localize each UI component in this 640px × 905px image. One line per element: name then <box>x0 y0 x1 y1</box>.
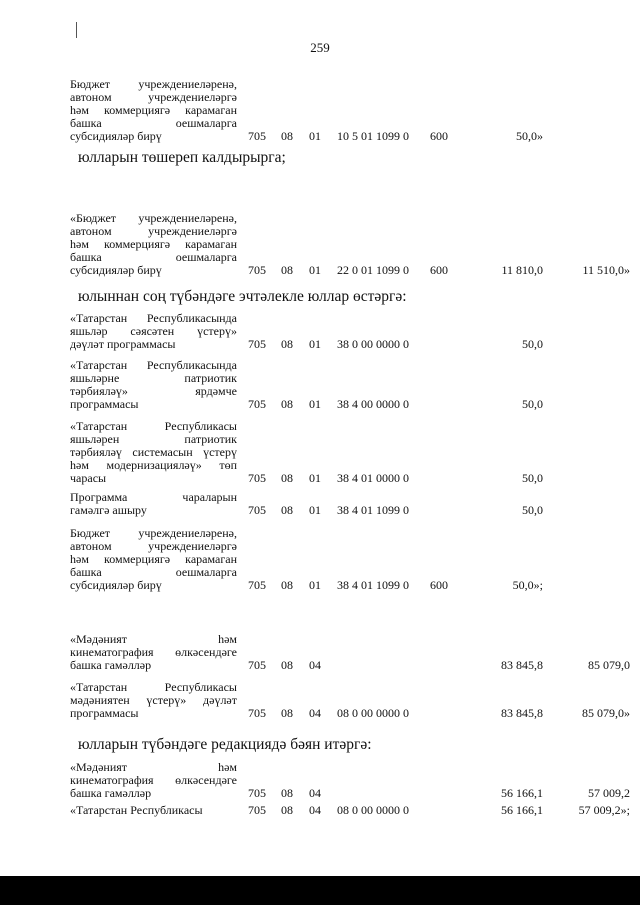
subsection-code-cell: 01 <box>309 503 321 517</box>
row-description <box>70 633 237 672</box>
description-line: һәм коммерциягә карамаган <box>70 552 237 566</box>
ministry-code-cell: 705 <box>248 397 266 411</box>
budget-table-row <box>0 69 640 143</box>
description-line: «Татарстан Республикасында <box>70 358 237 372</box>
section-code-cell: 08 <box>281 503 293 517</box>
description-line: яшьләрне патриотик <box>70 371 237 385</box>
target-article-cell: 08 0 00 0000 0 <box>337 706 409 720</box>
description-line: яшьләр сәясәтен үстерү» <box>70 324 237 338</box>
description-line: субсидияләр бирү <box>70 263 162 277</box>
ministry-code-cell: 705 <box>248 337 266 351</box>
row-description <box>70 312 237 351</box>
row-description <box>70 359 237 411</box>
section-code-cell: 08 <box>281 658 293 672</box>
ministry-code-cell: 705 <box>248 786 266 800</box>
subsection-code-cell: 01 <box>309 471 321 485</box>
description-line: башка гамәлләр <box>70 786 152 800</box>
ministry-code-cell: 705 <box>248 129 266 143</box>
budget-table-row <box>0 519 640 592</box>
budget-table-row <box>0 353 640 411</box>
description-line: Бюджет учреждениеләренә, <box>70 526 237 540</box>
description-line: мәдәниятен үстерү» дәүләт <box>70 693 237 707</box>
description-line: Бюджет учреждениеләренә, <box>70 77 237 91</box>
ministry-code-cell: 705 <box>248 706 266 720</box>
budget-table-row <box>0 203 640 277</box>
description-line: субсидияләр бирү <box>70 129 162 143</box>
subsection-code-cell: 01 <box>309 397 321 411</box>
target-article-cell: 38 4 01 1099 0 <box>337 578 409 592</box>
expense-type-cell: 600 <box>430 263 448 277</box>
amount-year1-cell: 50,0 <box>522 471 543 485</box>
description-line: тәрбияләү системасын үстерү <box>70 445 237 459</box>
section-code-cell: 08 <box>281 129 293 143</box>
subsection-code-cell: 01 <box>309 129 321 143</box>
description-line: башка оешмаларга <box>70 565 237 579</box>
amount-year1-cell: 56 166,1 <box>501 803 543 817</box>
expense-type-cell: 600 <box>430 129 448 143</box>
section-code-cell: 08 <box>281 578 293 592</box>
description-line: «Татарстан Республикасы <box>70 680 237 694</box>
budget-table-row <box>0 489 640 517</box>
scan-edge-mark <box>76 22 77 38</box>
amount-year2-cell: 85 079,0 <box>588 658 630 672</box>
description-line: «Татарстан Республикасында <box>70 311 237 325</box>
subsection-code-cell: 04 <box>309 706 321 720</box>
amount-year1-cell: 83 845,8 <box>501 706 543 720</box>
instruction-line: юлларын түбәндәге редакциядә бәян итәргә: <box>78 736 372 753</box>
expense-type-cell: 600 <box>430 578 448 592</box>
subsection-code-cell: 01 <box>309 578 321 592</box>
section-code-cell: 08 <box>281 786 293 800</box>
amount-year2-cell: 85 079,0» <box>582 706 630 720</box>
section-code-cell: 08 <box>281 337 293 351</box>
budget-table-row <box>0 415 640 485</box>
budget-table-row <box>0 306 640 351</box>
description-line: дәүләт программасы <box>70 337 176 351</box>
subsection-code-cell: 04 <box>309 803 321 817</box>
row-description <box>70 681 237 720</box>
subsection-code-cell: 01 <box>309 263 321 277</box>
amount-year1-cell: 50,0 <box>522 503 543 517</box>
amount-year1-cell: 50,0 <box>522 337 543 351</box>
target-article-cell: 38 4 00 0000 0 <box>337 397 409 411</box>
subsection-code-cell: 01 <box>309 337 321 351</box>
description-line: «Татарстан Республикасы <box>70 803 203 817</box>
budget-table-row <box>0 628 640 672</box>
description-line: программасы <box>70 397 139 411</box>
page-number: 259 <box>310 40 330 55</box>
row-description <box>70 212 237 277</box>
description-line: Программа чараларын <box>70 490 237 504</box>
description-line: яшьләрен патриотик <box>70 432 237 446</box>
description-line: «Мәдәният һәм <box>70 632 237 646</box>
ministry-code-cell: 705 <box>248 503 266 517</box>
section-code-cell: 08 <box>281 397 293 411</box>
description-line: программасы <box>70 706 139 720</box>
description-line: башка оешмаларга <box>70 116 237 130</box>
description-line: кинематография өлкәсендәге <box>70 773 237 787</box>
budget-table-row <box>0 756 640 800</box>
target-article-cell: 08 0 00 0000 0 <box>337 803 409 817</box>
description-line: башка оешмаларга <box>70 250 237 264</box>
amount-year1-cell: 83 845,8 <box>501 658 543 672</box>
section-code-cell: 08 <box>281 471 293 485</box>
ministry-code-cell: 705 <box>248 578 266 592</box>
amount-year2-cell: 57 009,2»; <box>578 803 630 817</box>
row-description <box>70 527 237 592</box>
ministry-code-cell: 705 <box>248 263 266 277</box>
target-article-cell: 38 4 01 1099 0 <box>337 503 409 517</box>
amount-year1-cell: 11 810,0 <box>501 263 543 277</box>
amount-year1-cell: 50,0» <box>516 129 543 143</box>
subsection-code-cell: 04 <box>309 658 321 672</box>
ministry-code-cell: 705 <box>248 803 266 817</box>
budget-table-row <box>0 676 640 720</box>
description-line: һәм коммерциягә карамаган <box>70 103 237 117</box>
scan-bottom-border <box>0 876 640 905</box>
description-line: автоном учреждениеләргә <box>70 224 237 238</box>
subsection-code-cell: 04 <box>309 786 321 800</box>
instruction-line: юлларын төшереп калдырырга; <box>78 149 286 166</box>
row-description <box>70 78 237 143</box>
amount-year1-cell: 50,0 <box>522 397 543 411</box>
target-article-cell: 10 5 01 1099 0 <box>337 129 409 143</box>
ministry-code-cell: 705 <box>248 471 266 485</box>
budget-table-row <box>0 800 640 817</box>
amount-year2-cell: 57 009,2 <box>588 786 630 800</box>
description-line: гамәлгә ашыру <box>70 503 147 517</box>
section-code-cell: 08 <box>281 263 293 277</box>
target-article-cell: 38 0 00 0000 0 <box>337 337 409 351</box>
description-line: «Татарстан Республикасы <box>70 419 237 433</box>
description-line: «Бюджет учреждениеләренә, <box>70 211 237 225</box>
description-line: «Мәдәният һәм <box>70 760 237 774</box>
row-description <box>70 761 237 800</box>
description-line: субсидияләр бирү <box>70 578 162 592</box>
section-code-cell: 08 <box>281 706 293 720</box>
description-line: башка гамәлләр <box>70 658 152 672</box>
description-line: һәм модернизацияләү» төп <box>70 458 237 472</box>
amount-year1-cell: 50,0»; <box>512 578 543 592</box>
target-article-cell: 22 0 01 1099 0 <box>337 263 409 277</box>
amount-year2-cell: 11 510,0» <box>582 263 630 277</box>
section-code-cell: 08 <box>281 803 293 817</box>
ministry-code-cell: 705 <box>248 658 266 672</box>
description-line: автоном учреждениеләргә <box>70 90 237 104</box>
description-line: тәрбияләү» ярдәмче <box>70 384 237 398</box>
description-line: кинематография өлкәсендәге <box>70 645 237 659</box>
description-line: чарасы <box>70 471 107 485</box>
row-description <box>70 804 237 817</box>
target-article-cell: 38 4 01 0000 0 <box>337 471 409 485</box>
description-line: һәм коммерциягә карамаган <box>70 237 237 251</box>
description-line: автоном учреждениеләргә <box>70 539 237 553</box>
row-description <box>70 491 237 517</box>
row-description <box>70 420 237 485</box>
instruction-line: юлыннан соң түбәндәге эчтәлекле юллар өстәргә: <box>78 288 407 305</box>
amount-year1-cell: 56 166,1 <box>501 786 543 800</box>
